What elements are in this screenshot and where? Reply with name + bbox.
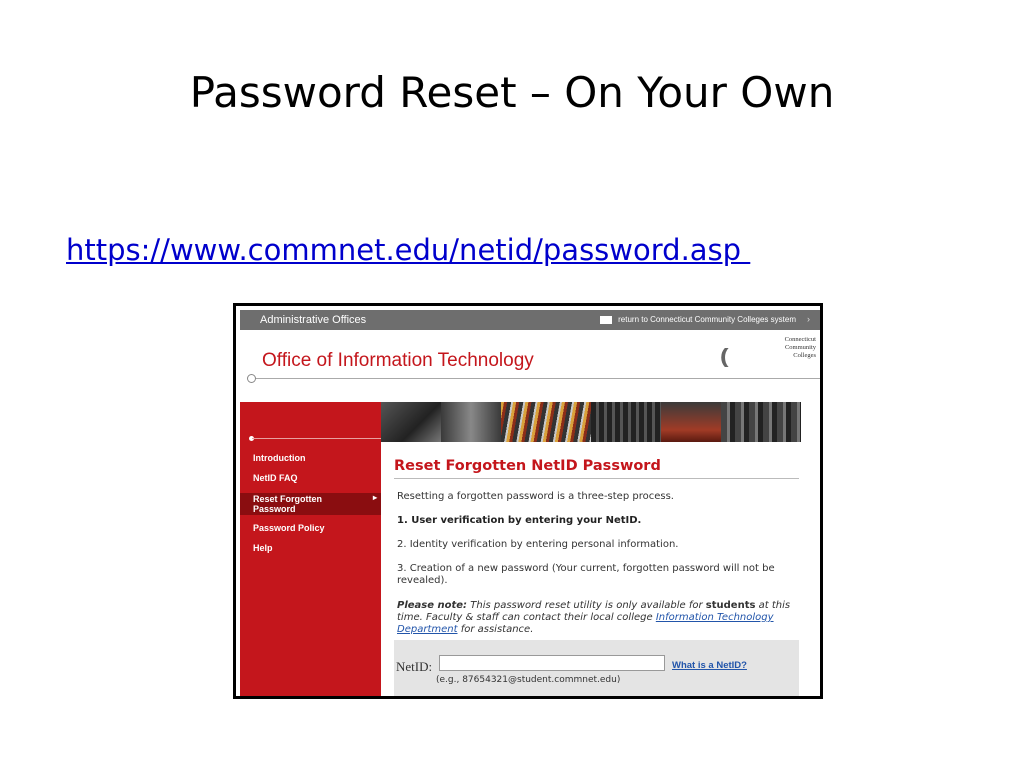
top-bar xyxy=(240,310,820,330)
ccc-logo xyxy=(720,336,816,374)
sidebar-item-label: Password Policy xyxy=(253,523,325,533)
sidebar-divider xyxy=(252,438,381,439)
website-screenshot xyxy=(233,303,823,699)
note-label: Please note: xyxy=(397,600,468,611)
netid-form xyxy=(394,640,799,696)
note-text: for assistance. xyxy=(460,624,534,635)
password-reset-url-link[interactable]: https://www.commnet.edu/netid/password.asp xyxy=(66,233,751,267)
site-header xyxy=(240,330,820,402)
step-1-text: 1. User verification by entering your NetID. xyxy=(397,515,642,526)
header-divider xyxy=(250,378,820,379)
divider-dot xyxy=(247,374,256,383)
sidebar xyxy=(240,402,381,696)
flag-icon xyxy=(600,316,612,324)
sidebar-item-introduction[interactable] xyxy=(240,453,381,463)
netid-example-hint: (e.g., 87654321@student.commnet.edu) xyxy=(436,675,621,685)
it-department-link[interactable]: Information Technology Department xyxy=(397,612,774,635)
sidebar-item-netid-faq[interactable] xyxy=(240,473,381,483)
sidebar-item-password-policy[interactable] xyxy=(240,523,381,533)
logo-line: Colleges xyxy=(793,352,816,359)
return-to-system-link[interactable]: return to Connecticut Community Colleges system xyxy=(618,315,796,324)
page-heading: Reset Forgotten NetID Password xyxy=(394,458,661,474)
heading-divider xyxy=(394,478,799,479)
step-2-text: 2. Identity verification by entering personal information. xyxy=(397,539,679,550)
students-emphasis: students xyxy=(705,600,756,611)
sidebar-item-label: Introduction xyxy=(253,453,306,463)
netid-label: NetID: xyxy=(396,659,433,674)
office-title: Office of Information Technology xyxy=(262,350,534,371)
sidebar-item-label: NetID FAQ xyxy=(253,473,298,483)
sidebar-item-label: Reset Forgotten Password xyxy=(253,494,323,514)
sidebar-item-label: Help xyxy=(253,543,273,553)
administrative-offices-label[interactable]: Administrative Offices xyxy=(260,314,367,326)
sidebar-item-reset-forgotten-password[interactable] xyxy=(240,493,381,515)
step-3-text: 3. Creation of a new password (Your current, forgotten password will not be revealed). xyxy=(397,563,775,586)
slide-title: Password Reset – On Your Own xyxy=(189,68,835,117)
netid-input[interactable] xyxy=(439,655,665,671)
what-is-netid-link[interactable]: What is a NetID? xyxy=(672,660,747,671)
chevron-right-icon: › xyxy=(807,314,810,324)
sidebar-item-help[interactable] xyxy=(240,543,381,553)
note-paragraph xyxy=(397,600,799,636)
intro-text: Resetting a forgotten password is a three-step process. xyxy=(397,491,674,502)
right-margin xyxy=(801,402,820,696)
note-text: This password reset utility is only available for xyxy=(470,600,703,611)
main-content xyxy=(381,442,801,696)
logo-line: Community xyxy=(784,344,816,351)
logo-arcs-icon: (((( xyxy=(720,346,723,368)
logo-line: Connecticut xyxy=(784,336,816,343)
arrow-right-icon: ▸ xyxy=(372,493,377,502)
note-text: at this time. Faculty & staff can contact their local college xyxy=(397,600,791,623)
header-banner-image xyxy=(381,402,801,442)
